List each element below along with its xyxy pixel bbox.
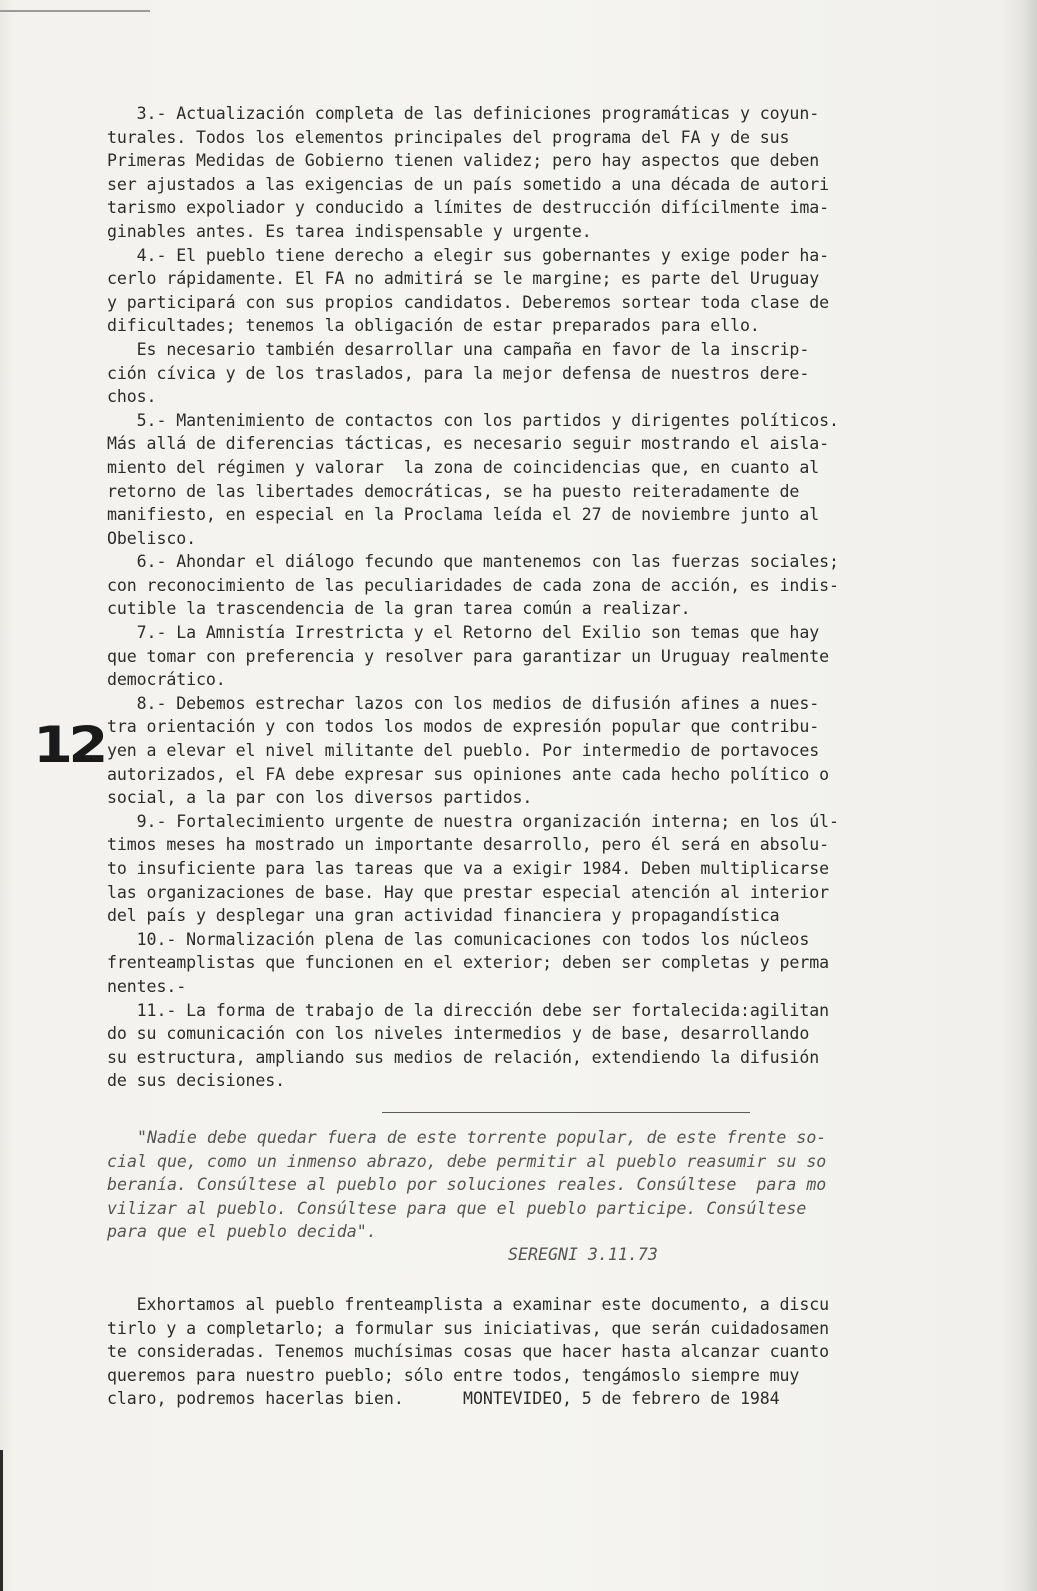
- body-line: 4.- El pueblo tiene derecho a elegir sus gobernantes y exige poder ha-: [107, 245, 829, 265]
- body-line: timos meses ha mostrado un importante desarrollo, pero él será en absolu-: [107, 835, 829, 855]
- body-line: ginables antes. Es tarea indispensable y urgente.: [107, 221, 592, 241]
- body-line: 9.- Fortalecimiento urgente de nuestra organización interna; en los úl-: [107, 811, 839, 831]
- body-line: 7.- La Amnistía Irrestricta y el Retorno del Exilio son temas que hay: [107, 623, 820, 643]
- body-line: autorizados, el FA debe expresar sus opiniones ante cada hecho político o: [107, 764, 829, 784]
- body-line: to insuficiente para las tareas que va a exigir 1984. Deben multiplicarse: [107, 859, 829, 878]
- quote-line: beranía. Consúltese al pueblo por soluciones reales. Consúltese para mo: [107, 1175, 827, 1195]
- body-line: dificultades; tenemos la obligación de estar preparados para ello.: [107, 316, 760, 336]
- body-line: las organizaciones de base. Hay que prestar especial atención al interior: [107, 882, 829, 902]
- body-line: 5.- Mantenimiento de contactos con los partidos y dirigentes políticos.: [107, 410, 839, 430]
- body-line: 3.- Actualización completa de las definiciones programáticas y coyun-: [107, 104, 820, 123]
- body-line: nentes.-: [107, 976, 187, 996]
- body-line: cutible la trascendencia de la gran tarea común a realizar.: [107, 599, 691, 619]
- body-line: yen a elevar el nivel militante del pueblo. Por intermedio de portavoces: [107, 741, 820, 761]
- closing-line: claro, podremos hacerlas bien. MONTEVIDEO, 5 de febrero de 1984: [107, 1389, 780, 1409]
- quote-line: "Nadie debe quedar fuera de este torrente popular, de este frente so-: [107, 1128, 827, 1147]
- body-line: 6.- Ahondar el diálogo fecundo que mantenemos con las fuerzas sociales;: [107, 552, 839, 572]
- closing-line: tirlo y a completarlo; a formular sus iniciativas, que serán cuidadosamen: [107, 1318, 829, 1338]
- body-line: ser ajustados a las exigencias de un país sometido a una década de autori: [107, 174, 829, 194]
- body-line: 8.- Debemos estrechar lazos con los medios de difusión afines a nues-: [107, 693, 820, 713]
- closing-line: queremos para nuestro pueblo; sólo entre todos, tengámoslo siempre muy: [107, 1365, 800, 1385]
- body-line: de sus decisiones.: [107, 1071, 286, 1091]
- body-line: y participará con sus propios candidatos. Deberemos sortear toda clase de: [107, 292, 829, 312]
- section-separator: [382, 1112, 750, 1113]
- body-line: su estructura, ampliando sus medios de relación, extendiendo la difusión: [107, 1047, 820, 1067]
- body-line: social, a la par con los diversos partidos.: [107, 788, 533, 808]
- body-line: manifiesto, en especial en la Proclama leída el 27 de noviembre junto al: [107, 505, 820, 525]
- page-number: 12: [33, 716, 104, 774]
- closing-text: [107, 1293, 987, 1411]
- page-right-edge: [1023, 0, 1037, 1591]
- body-line: Más allá de diferencias tácticas, es necesario seguir mostrando el aisla-: [107, 434, 829, 454]
- quote-signature: SEREGNI 3.11.73: [508, 1245, 658, 1264]
- quote-line: vilizar al pueblo. Consúltese para que el pueblo participe. Consúltese: [107, 1198, 807, 1218]
- body-line: miento del régimen y valorar la zona de coincidencias que, en cuanto al: [107, 457, 820, 477]
- quote-text: [107, 1126, 987, 1244]
- closing-line: te consideradas. Tenemos muchísimas cosas que hacer hasta alcanzar cuanto: [107, 1342, 829, 1362]
- body-line: 10.- Normalización plena de las comunicaciones con todos los núcleos: [107, 929, 810, 949]
- body-line: Primeras Medidas de Gobierno tienen validez; pero hay aspectos que deben: [107, 151, 820, 171]
- body-line: chos.: [107, 387, 157, 407]
- top-edge-rule: [0, 10, 150, 12]
- body-line: democrático.: [107, 670, 226, 690]
- body-line: turales. Todos los elementos principales del programa del FA y de sus: [107, 127, 790, 147]
- body-line: retorno de las libertades democráticas, se ha puesto reiteradamente de: [107, 481, 800, 501]
- body-line: ción cívica y de los traslados, para la mejor defensa de nuestros dere-: [107, 363, 810, 383]
- body-line: Obelisco.: [107, 528, 197, 548]
- body-line: cerlo rápidamente. El FA no admitirá se le margine; es parte del Uruguay: [107, 269, 820, 289]
- quote-line: para que el pueblo decida".: [107, 1222, 377, 1242]
- body-line: Es necesario también desarrollar una campaña en favor de la inscrip-: [107, 339, 810, 359]
- body-line: do su comunicación con los niveles intermedios y de base, desarrollando: [107, 1024, 810, 1044]
- body-line: que tomar con preferencia y resolver para garantizar un Uruguay realmente: [107, 646, 829, 666]
- body-line: del país y desplegar una gran actividad financiera y propagandística: [107, 906, 780, 926]
- body-text: [107, 102, 987, 1093]
- body-line: tarismo expoliador y conducido a límites de destrucción difícilmente ima-: [107, 198, 829, 218]
- body-line: con reconocimiento de las peculiaridades de cada zona de acción, es indis-: [107, 575, 839, 595]
- quote-line: cial que, como un inmenso abrazo, debe permitir al pueblo reasumir su so: [107, 1151, 827, 1171]
- page-left-edge-mark: [0, 1450, 3, 1591]
- body-line: tra orientación y con todos los modos de expresión popular que contribu-: [107, 717, 820, 737]
- body-line: 11.- La forma de trabajo de la dirección debe ser fortalecida:agilitan: [107, 1000, 829, 1020]
- closing-line: Exhortamos al pueblo frenteamplista a examinar este documento, a discu: [107, 1295, 829, 1314]
- body-line: frenteamplistas que funcionen en el exterior; deben ser completas y perma: [107, 953, 829, 973]
